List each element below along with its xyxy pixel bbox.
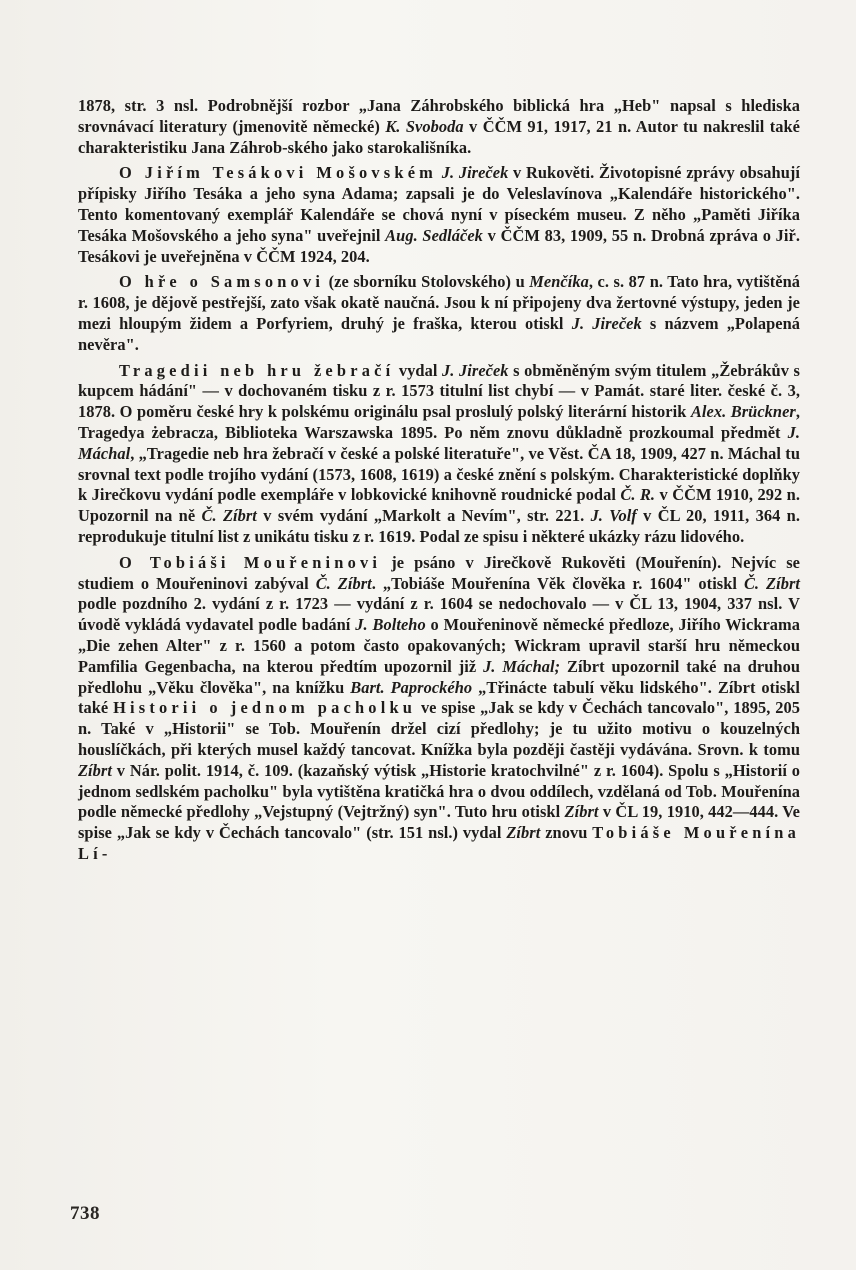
- paragraph: [78, 361, 800, 548]
- text-run: . „Tobiáše Mouřenína Věk člověka r. 1604" otiskl: [371, 573, 744, 593]
- author-name: Č. Zíbrt: [315, 573, 372, 593]
- paragraph: [78, 96, 800, 158]
- text-run: ve spise „Jak se kdy v Čechách tancovalo", 1895, 205 n. Také v „Historii" se Tob. Mouřenín držel cizí předlohy; je tu užito motivu o kouzelných houslíčkách, při kterých musel každý tancovat. Knížka byla později častěji vydávána. Srovn. k tomu: [78, 698, 800, 759]
- text-run: v ČČM 1910, 292 n. Upozornil na ně: [78, 485, 800, 526]
- text-run: vydal: [394, 360, 443, 380]
- text-run: , c. s. 87 n. Tato hra, vytištěná r. 1608, je dějově pestřejší, zato však okatě naučná. Jsou k ní připojeny dva žertovné výstupy, jeden je mezi hloupým židem a Porfyriem, druhý je fraška, kterou otiskl: [78, 272, 801, 333]
- paragraph: [78, 553, 800, 865]
- author-name: K. Svoboda: [385, 116, 464, 136]
- spaced-heading-text: Tragedii neb hru žebračí: [119, 360, 395, 380]
- text-run: podle pozdního 2. vydání z r. 1723 — vydání z r. 1604 se nedochovalo — v ČL 13, 1904, 337 nsl. V úvodě vykládá vydavatel podle badání: [78, 594, 800, 635]
- author-name: Bart. Paprockého: [350, 677, 473, 697]
- text-run: , Tragedya żebracza, Biblioteka Warszawska 1895. Po něm znovu důkladně prozkoumal předmět: [78, 402, 800, 442]
- text-run: (ze sborníku Stolovského) u: [324, 272, 530, 292]
- spaced-heading-text: O Tobiáši Mouřeninovi: [119, 552, 382, 572]
- paragraph: [78, 272, 800, 355]
- author-name: J. Jireček: [571, 313, 642, 333]
- text-run: v ČČM 91, 1917, 21 n. Autor tu nakreslil také charakteristiku Jana Záhrob-ského jako starokališníka.: [78, 116, 800, 157]
- author-name: Č. Zíbrt: [743, 573, 800, 593]
- text-run: v Nár. polit. 1914, č. 109. (kazaňský výtisk „Historie kratochvilné" z r. 1604). Spolu s „Historií o jednom sedlském pacholku" byla vytištěna kratičká hra o dvou oddílech, vzdělaná od Tob. Mouřenína podle německé předlohy „Vejstupný (Vejtržný) syn". Tuto hru otiskl: [78, 760, 800, 822]
- text-run: „Třinácte tabulí věku lidského". Zíbrt otiskl také: [78, 677, 800, 718]
- author-name: J. Bolteho: [355, 615, 426, 635]
- author-name: Menčíka: [529, 272, 589, 292]
- text-run: Zíbrt upozornil také na druhou předlohu „Věku člověka", na knížku: [78, 656, 800, 697]
- spaced-heading-text: Historii o jednom pacholku: [113, 698, 417, 718]
- spaced-heading-text: Tobiáše Mouřenína Lí-: [78, 823, 800, 863]
- text-run: s obměněným svým titulem „Žebrákův s kupcem hádání" — v dochovaném tisku z r. 1573 titulní list chybí — v Památ. staré liter. české č. 3, 1878. O poměru české hry k polskému originálu psal proslulý polský literární historik: [78, 360, 800, 422]
- text-run: , „Tragedie neb hra žebračí v české a polské literatuře", ve Věst. ČA 18, 1909, 427 n. Máchal tu srovnal text podle trojího vydání (1573, 1608, 1619) a české znění s polským. Charakteristické doplňky k Jirečkovu vydání podle exempláře v lobkovické knihovně roudnické podal: [78, 443, 800, 505]
- author-name: Č. R.: [620, 485, 656, 505]
- spaced-heading-text: O Jiřím Tesákovi Mošovském: [119, 163, 438, 183]
- text-run: v ČČM 83, 1909, 55 n. Drobná zpráva o Jiř. Tesákovi je uveřejněna v ČČM 1924, 204.: [78, 225, 800, 266]
- text-run: v ČL 19, 1910, 442—444. Ve spise „Jak se kdy v Čechách tancovalo" (str. 151 nsl.) vydal: [78, 802, 800, 843]
- text-run: 1878, str. 3 nsl. Podrobnější rozbor „Jana Záhrobského biblická hra „Heb" napsal s hlediska srovnávací literatury (jmenovitě německé): [78, 96, 800, 136]
- author-name: Aug. Sedláček: [385, 225, 483, 245]
- author-name: J. Máchal;: [483, 656, 561, 676]
- author-name: J. Máchal: [78, 422, 800, 463]
- page-number: 738: [70, 1203, 100, 1224]
- author-name: J. Volf: [590, 506, 637, 526]
- text-run: s názvem „Polapená nevěra".: [78, 313, 800, 354]
- author-name: J. Jireček: [441, 163, 509, 183]
- text-run: v svém vydání „Markolt a Nevím", str. 221.: [256, 506, 591, 526]
- author-name: J. Jireček: [442, 360, 509, 380]
- text-run: je psáno v Jirečkově Rukověti (Mouřenín). Nejvíc se studiem o Mouřeninovi zabýval: [78, 552, 800, 593]
- text-run: o Mouřeninově německé předloze, Jiřího Wickrama „Die zehen Alter" z r. 1560 a potom často opakovaných; Wickram upravil starší hru německou Pamfilia Gegenbacha, na kterou předtím upozornil již: [78, 615, 800, 676]
- author-name: Alex. Brückner: [690, 402, 796, 422]
- text-run: znovu: [540, 823, 593, 843]
- author-name: Zíbrt: [564, 802, 599, 822]
- text-run: v ČL 20, 1911, 364 n. reprodukuje titulní list z unikátu tisku z r. 1619. Podal ze spisu i některé ukázky rázu lidového.: [78, 506, 800, 546]
- spaced-heading-text: O hře o Samsonovi: [119, 272, 325, 292]
- body-text: [78, 96, 800, 870]
- author-name: Zíbrt: [78, 760, 112, 780]
- text-run: v Rukověti. Životopisné zprávy obsahují přípisky Jiřího Tesáka a jeho syna Adama; zapsali je do Veleslavínova „Kalendáře historického". Tento komentovaný exemplář Kalendáře se chová nyní v píseckém museu. Z něho „Paměti Jiříka Tesáka Mošovského a jeho syna" uveřejnil: [78, 163, 800, 245]
- paragraph: [78, 163, 800, 267]
- author-name: Č. Zíbrt: [201, 506, 257, 526]
- author-name: Zíbrt: [506, 823, 541, 843]
